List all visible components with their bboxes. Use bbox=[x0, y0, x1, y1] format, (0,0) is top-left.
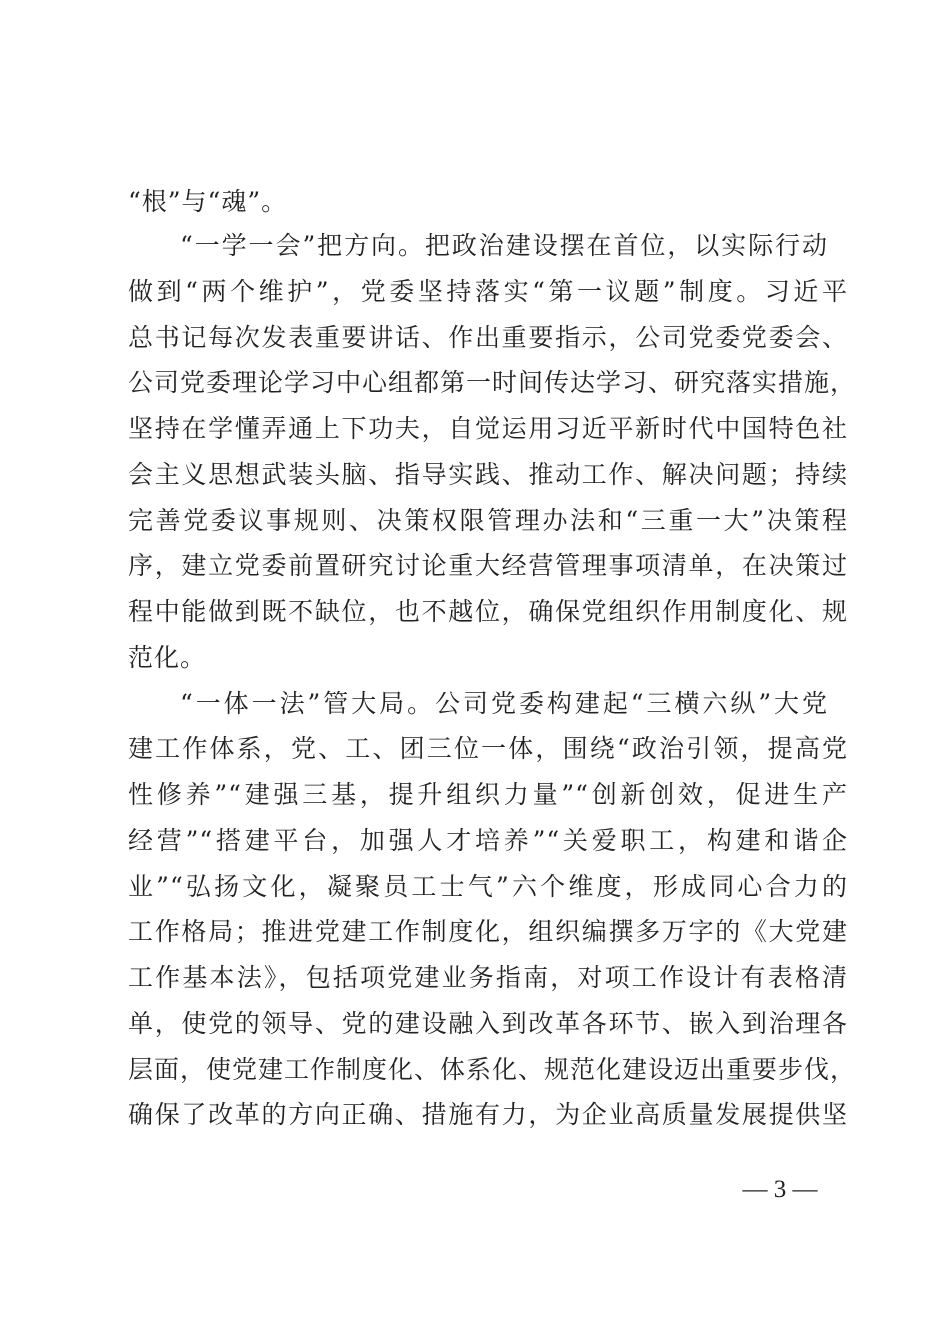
text-line-6: 坚持在学懂弄通上下功夫，自觉运用习近平新时代中国特色社 bbox=[128, 414, 848, 443]
text-line-14: 性修养”“建强三基，提升组织力量”“创新创效，促进生产 bbox=[128, 780, 848, 809]
text-line-20: 层面，使党建工作制度化、体系化、规范化建设迈出重要步伐， bbox=[128, 1055, 857, 1084]
text-line-12: “一体一法”管大局。公司党委构建起“三横六纵”大党 bbox=[180, 689, 828, 718]
text-line-19: 单，使党的领导、党的建设融入到改革各环节、嵌入到治理各 bbox=[128, 1009, 848, 1038]
text-line-18: 工作基本法》，包括项党建业务指南，对项工作设计有表格清 bbox=[128, 963, 848, 992]
text-line-11: 范化。 bbox=[128, 643, 207, 672]
text-line-15: 经营”“搭建平台，加强人才培养”“关爱职工，构建和谐企 bbox=[128, 826, 848, 855]
text-line-16: 业”“弘扬文化，凝聚员工士气”六个维度，形成同心合力的 bbox=[128, 872, 848, 901]
text-line-1: “根”与“魂”。 bbox=[128, 187, 288, 216]
text-line-2: “一学一会”把方向。把政治建设摆在首位，以实际行动 bbox=[180, 231, 828, 260]
text-line-10: 程中能做到既不缺位，也不越位，确保党组织作用制度化、规 bbox=[128, 597, 848, 626]
text-line-21: 确保了改革的方向正确、措施有力，为企业高质量发展提供坚 bbox=[128, 1100, 848, 1129]
text-line-17: 工作格局；推进党建工作制度化，组织编撰多万字的《大党建 bbox=[128, 917, 848, 946]
text-line-13: 建工作体系，党、工、团三位一体，围绕“政治引领，提高党 bbox=[128, 734, 848, 763]
text-line-8: 完善党委议事规则、决策权限管理办法和“三重一大”决策程 bbox=[128, 506, 848, 535]
text-line-3: 做到“两个维护”，党委坚持落实“第一议题”制度。习近平 bbox=[128, 277, 848, 306]
text-line-5: 公司党委理论学习中心组都第一时间传达学习、研究落实措施， bbox=[128, 368, 857, 397]
text-line-9: 序，建立党委前置研究讨论重大经营管理事项清单，在决策过 bbox=[128, 551, 848, 580]
text-line-4: 总书记每次发表重要讲话、作出重要指示，公司党委党委会、 bbox=[128, 323, 848, 352]
text-line-7: 会主义思想武装头脑、指导实践、推动工作、解决问题；持续 bbox=[128, 460, 848, 489]
page-number: — 3 — bbox=[742, 1176, 818, 1203]
